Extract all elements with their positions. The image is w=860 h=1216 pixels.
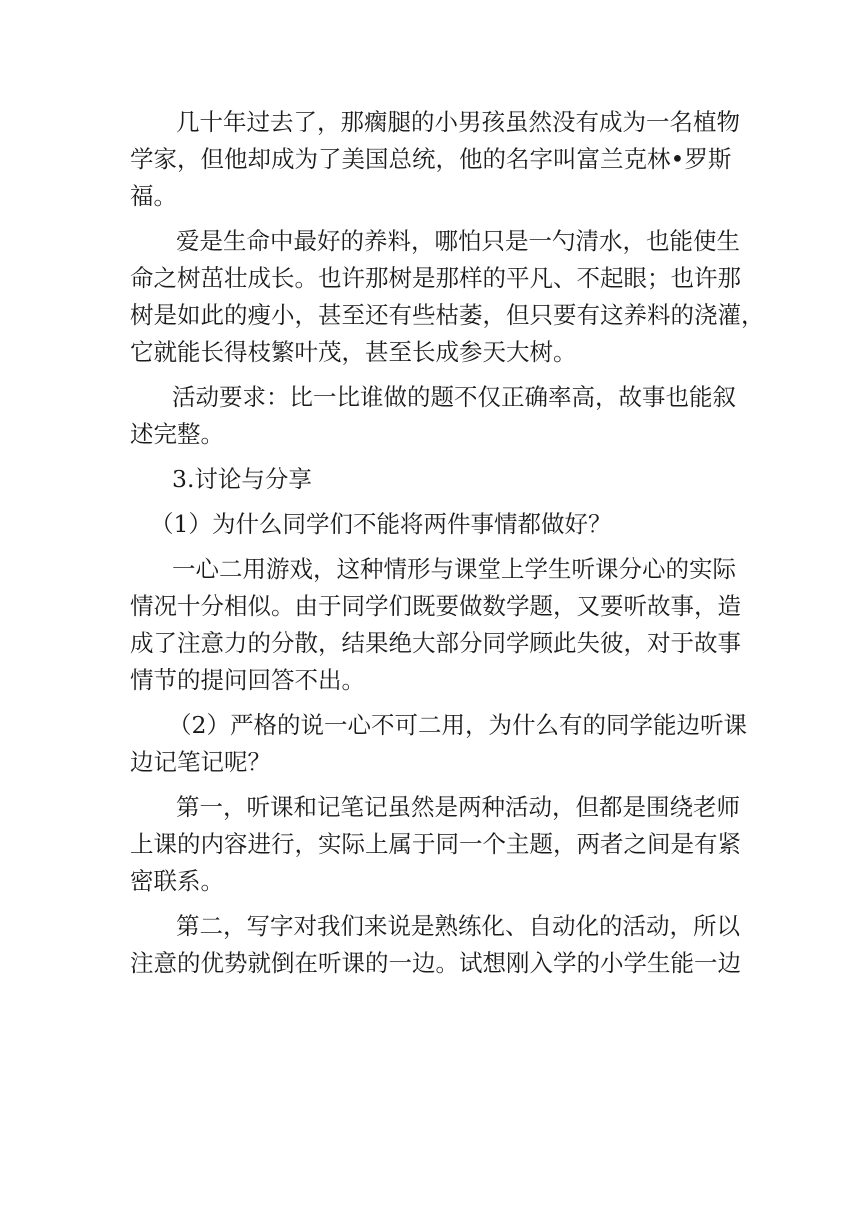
text-line: 上课的内容进行，实际上属于同一个主题，两者之间是有紧 bbox=[130, 830, 741, 858]
text-line: 述完整。 bbox=[130, 420, 224, 448]
text-line: 几十年过去了，那瘸腿的小男孩虽然没有成为一名植物 bbox=[176, 108, 740, 136]
text-line: 情况十分相似。由于同学们既要做数学题，又要听故事，造 bbox=[130, 592, 741, 620]
text-line: 注意的优势就倒在听课的一边。试想刚入学的小学生能一边 bbox=[130, 949, 741, 977]
question-heading: （1）为什么同学们不能将两件事情都做好？ bbox=[150, 510, 612, 538]
document-page bbox=[130, 104, 765, 982]
text-line: 福。 bbox=[130, 182, 177, 210]
text-line: 边记笔记呢？ bbox=[130, 748, 271, 776]
text-line: 活动要求：比一比谁做的题不仅正确率高，故事也能叙 bbox=[172, 383, 736, 411]
question-heading: （2）严格的说一心不可二用，为什么有的同学能边听课 bbox=[168, 711, 747, 739]
text-line: 第二，写字对我们来说是熟练化、自动化的活动，所以 bbox=[176, 912, 740, 940]
text-line: 命之树茁壮成长。也许那树是那样的平凡、不起眼；也许那 bbox=[130, 264, 741, 292]
text-line: 一心二用游戏，这种情形与课堂上学生听课分心的实际 bbox=[172, 555, 736, 583]
text-line: 爱是生命中最好的养料，哪怕只是一勺清水，也能使生 bbox=[176, 227, 740, 255]
text-line: 第一，听课和记笔记虽然是两种活动，但都是围绕老师 bbox=[176, 793, 740, 821]
text-line: 学家，但他却成为了美国总统，他的名字叫富兰克林•罗斯 bbox=[130, 145, 732, 173]
text-line: 成了注意力的分散，结果绝大部分同学顾此失彼，对于故事 bbox=[130, 629, 741, 657]
section-heading: 3.讨论与分享 bbox=[172, 465, 312, 493]
text-line: 树是如此的瘦小，甚至还有些枯萎，但只要有这养料的浇灌， bbox=[130, 301, 765, 329]
text-line: 情节的提问回答不出。 bbox=[130, 666, 365, 694]
text-line: 密联系。 bbox=[130, 867, 224, 895]
text-line: 它就能长得枝繁叶茂，甚至长成参天大树。 bbox=[130, 338, 577, 366]
